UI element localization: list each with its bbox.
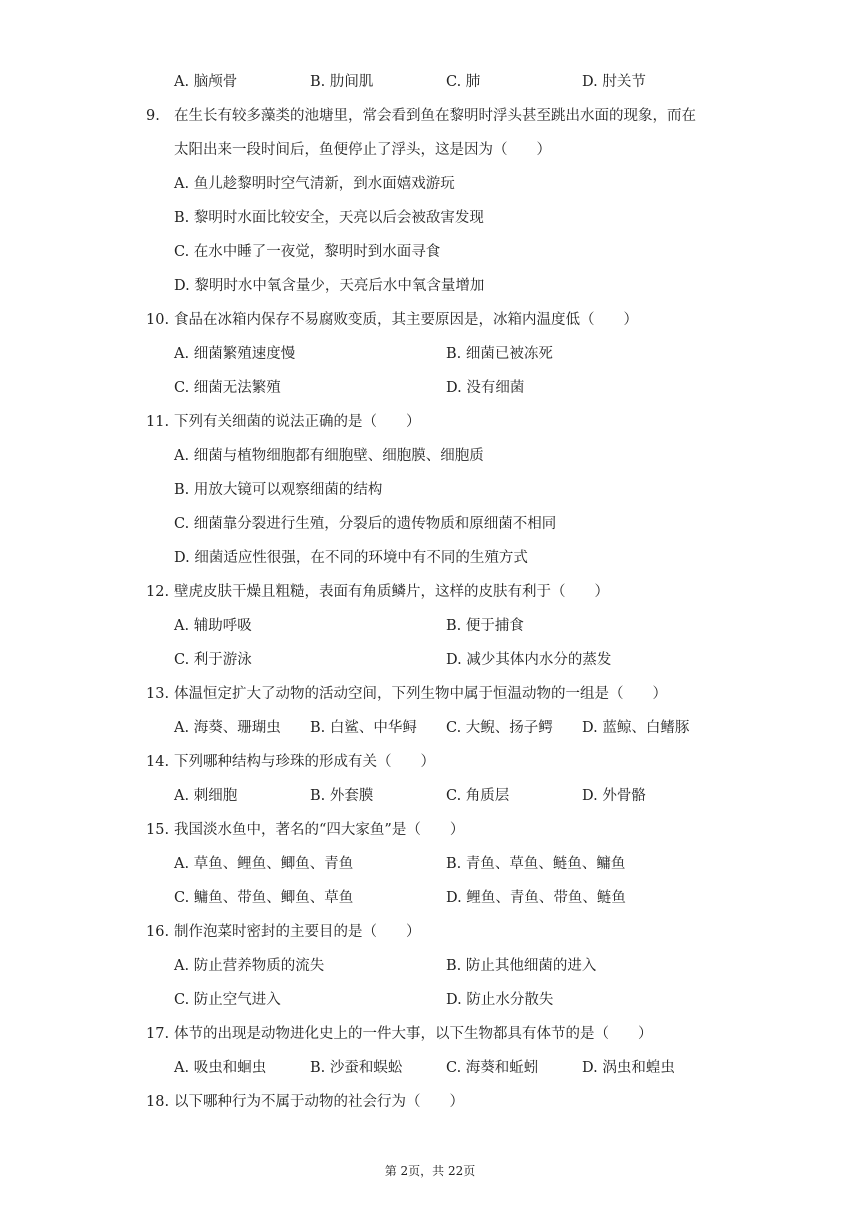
question-number: 18.: [146, 1094, 170, 1110]
option-c: C. 防止空气进入: [174, 992, 281, 1008]
option-c: C. 鳙鱼、带鱼、鲫鱼、草鱼: [174, 890, 354, 906]
q8-option-b: B. 肋间肌: [310, 74, 374, 90]
option-a: A. 吸虫和蛔虫: [174, 1060, 267, 1076]
question-stem: 在生长有较多藻类的池塘里，常会看到鱼在黎明时浮头甚至跳出水面的现象，而在: [174, 108, 696, 124]
question-stem: 太阳出来一段时间后，鱼便停止了浮头，这是因为（ ）: [174, 142, 551, 158]
question-stem: 我国淡水鱼中，著名的“四大家鱼”是（ ）: [174, 822, 465, 838]
option-b: B. 青鱼、草鱼、鲢鱼、鳙鱼: [446, 856, 626, 872]
option-c: C. 角质层: [446, 788, 510, 804]
option-a: A. 海葵、珊瑚虫: [174, 720, 281, 736]
option-d: D. 黎明时水中氧含量少，天亮后水中氧含量增加: [174, 278, 485, 294]
q8-option-a: A. 脑颅骨: [174, 74, 238, 90]
option-a: A. 防止营养物质的流失: [174, 958, 325, 974]
option-d: D. 减少其体内水分的蒸发: [446, 652, 612, 668]
option-c: C. 海葵和蚯蚓: [446, 1060, 539, 1076]
option-d: D. 防止水分散失: [446, 992, 554, 1008]
question-number: 10.: [146, 312, 170, 328]
option-b: B. 便于捕食: [446, 618, 524, 634]
option-c: C. 细菌靠分裂进行生殖，分裂后的遗传物质和原细菌不相同: [174, 516, 557, 532]
option-b: B. 沙蚕和蜈蚣: [310, 1060, 403, 1076]
question-stem: 体节的出现是动物进化史上的一件大事，以下生物都具有体节的是（ ）: [174, 1026, 653, 1042]
question-stem: 体温恒定扩大了动物的活动空间，下列生物中属于恒温动物的一组是（ ）: [174, 686, 667, 702]
option-c: C. 利于游泳: [174, 652, 252, 668]
option-b: B. 外套膜: [310, 788, 374, 804]
question-stem: 食品在冰箱内保存不易腐败变质，其主要原因是，冰箱内温度低（ ）: [174, 312, 638, 328]
option-a: A. 辅助呼吸: [174, 618, 252, 634]
option-b: B. 用放大镜可以观察细菌的结构: [174, 482, 383, 498]
option-a: A. 细菌繁殖速度慢: [174, 346, 296, 362]
question-number: 11.: [146, 414, 170, 430]
option-c: C. 大鲵、扬子鳄: [446, 720, 553, 736]
option-c: C. 在水中睡了一夜觉，黎明时到水面寻食: [174, 244, 441, 260]
option-a: A. 刺细胞: [174, 788, 238, 804]
option-a: A. 草鱼、鲤鱼、鲫鱼、青鱼: [174, 856, 354, 872]
question-number: 9.: [146, 108, 160, 124]
option-d: D. 没有细菌: [446, 380, 525, 396]
question-number: 13.: [146, 686, 170, 702]
question-stem: 制作泡菜时密封的主要目的是（ ）: [174, 924, 421, 940]
option-b: B. 细菌已被冻死: [446, 346, 553, 362]
question-stem: 壁虎皮肤干燥且粗糙，表面有角质鳞片，这样的皮肤有利于（ ）: [174, 584, 609, 600]
option-b: B. 白鲨、中华鲟: [310, 720, 417, 736]
option-d: D. 外骨骼: [582, 788, 646, 804]
question-number: 16.: [146, 924, 170, 940]
option-d: D. 鲤鱼、青鱼、带鱼、鲢鱼: [446, 890, 626, 906]
option-c: C. 细菌无法繁殖: [174, 380, 281, 396]
option-b: B. 防止其他细菌的进入: [446, 958, 597, 974]
question-stem: 以下哪种行为不属于动物的社会行为（ ）: [174, 1094, 464, 1110]
option-a: A. 细菌与植物细胞都有细胞壁、细胞膜、细胞质: [174, 448, 484, 464]
question-number: 15.: [146, 822, 170, 838]
question-number: 12.: [146, 584, 170, 600]
q8-option-c: C. 肺: [446, 74, 481, 90]
page-footer: 第 2页，共 22页: [384, 1164, 476, 1178]
question-stem: 下列有关细菌的说法正确的是（ ）: [174, 414, 421, 430]
question-number: 17.: [146, 1026, 170, 1042]
question-stem: 下列哪种结构与珍珠的形成有关（ ）: [174, 754, 435, 770]
option-d: D. 涡虫和蝗虫: [582, 1060, 675, 1076]
q8-option-d: D. 肘关节: [582, 74, 646, 90]
option-a: A. 鱼儿趁黎明时空气清新，到水面嬉戏游玩: [174, 176, 455, 192]
option-d: D. 蓝鲸、白鳍豚: [582, 720, 690, 736]
question-number: 14.: [146, 754, 170, 770]
option-d: D. 细菌适应性很强，在不同的环境中有不同的生殖方式: [174, 550, 528, 566]
option-b: B. 黎明时水面比较安全，天亮以后会被敌害发现: [174, 210, 484, 226]
